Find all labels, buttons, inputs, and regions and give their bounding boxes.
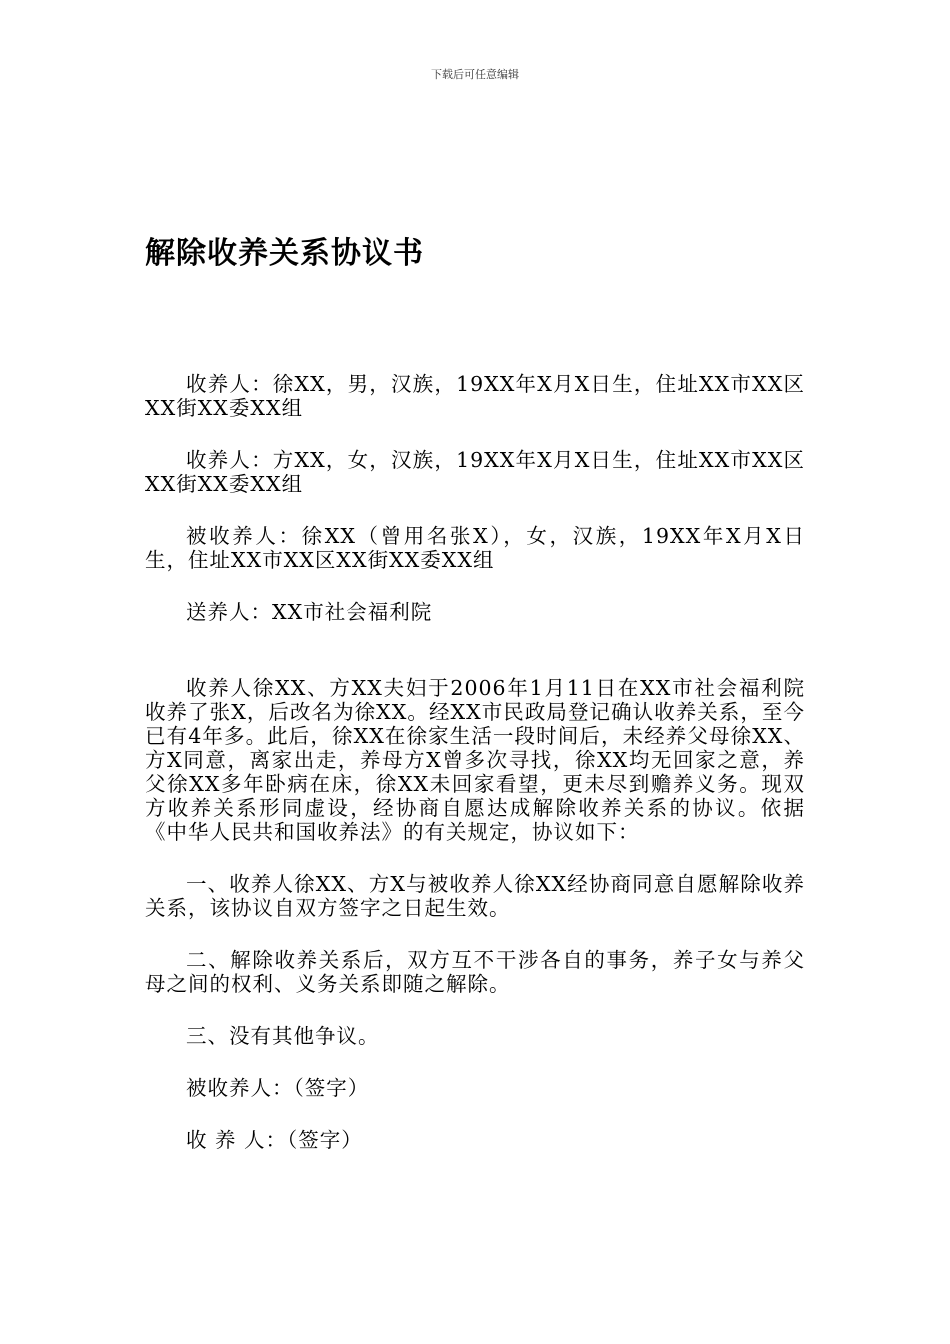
party-placing-institution: 送养人：XX市社会福利院 <box>186 600 433 624</box>
document-title: 解除收养关系协议书 <box>145 236 424 271</box>
clause-2: 二、解除收养关系后，双方互不干涉各自的事务，养子女与养父母之间的权利、义务关系即随之解除。 <box>145 948 805 996</box>
clause-3: 三、没有其他争议。 <box>186 1024 380 1048</box>
party-adopter-mother: 收养人：方XX，女，汉族，19XX年X月X日生，住址XX市XX区XX街XX委XX组 <box>145 448 805 496</box>
signature-adopter: 收 养 人：（签字） <box>186 1128 363 1152</box>
clause-1: 一、收养人徐XX、方X与被收养人徐XX经协商同意自愿解除收养关系，该协议自双方签字之日起生效。 <box>145 872 805 920</box>
party-adoptee: 被收养人：徐XX（曾用名张X），女，汉族，19XX年X月X日生，住址XX市XX区XX街XX委XX组 <box>145 524 805 572</box>
header-note: 下载后可任意编辑 <box>431 68 519 81</box>
party-adopter-father: 收养人：徐XX，男，汉族，19XX年X月X日生，住址XX市XX区XX街XX委XX组 <box>145 372 805 420</box>
document-body <box>145 372 805 1152</box>
background-paragraph: 收养人徐XX、方XX夫妇于2006年1月11日在XX市社会福利院收养了张X，后改名为徐XX。经XX市民政局登记确认收养关系，至今已有4年多。此后，徐XX在徐家生活一段时间后，未经养父母徐XX、方X同意，离家出走，养母方X曾多次寻找，徐XX均无回家之意，养父徐XX多年卧病在床，徐XX未回家看望，更未尽到赡养义务。现双方收养关系形同虚设，经协商自愿达成解除收养关系的协议。依据《中华人民共和国收养法》的有关规定，协议如下： <box>145 676 805 844</box>
signature-adoptee: 被收养人：（签字） <box>186 1076 370 1100</box>
